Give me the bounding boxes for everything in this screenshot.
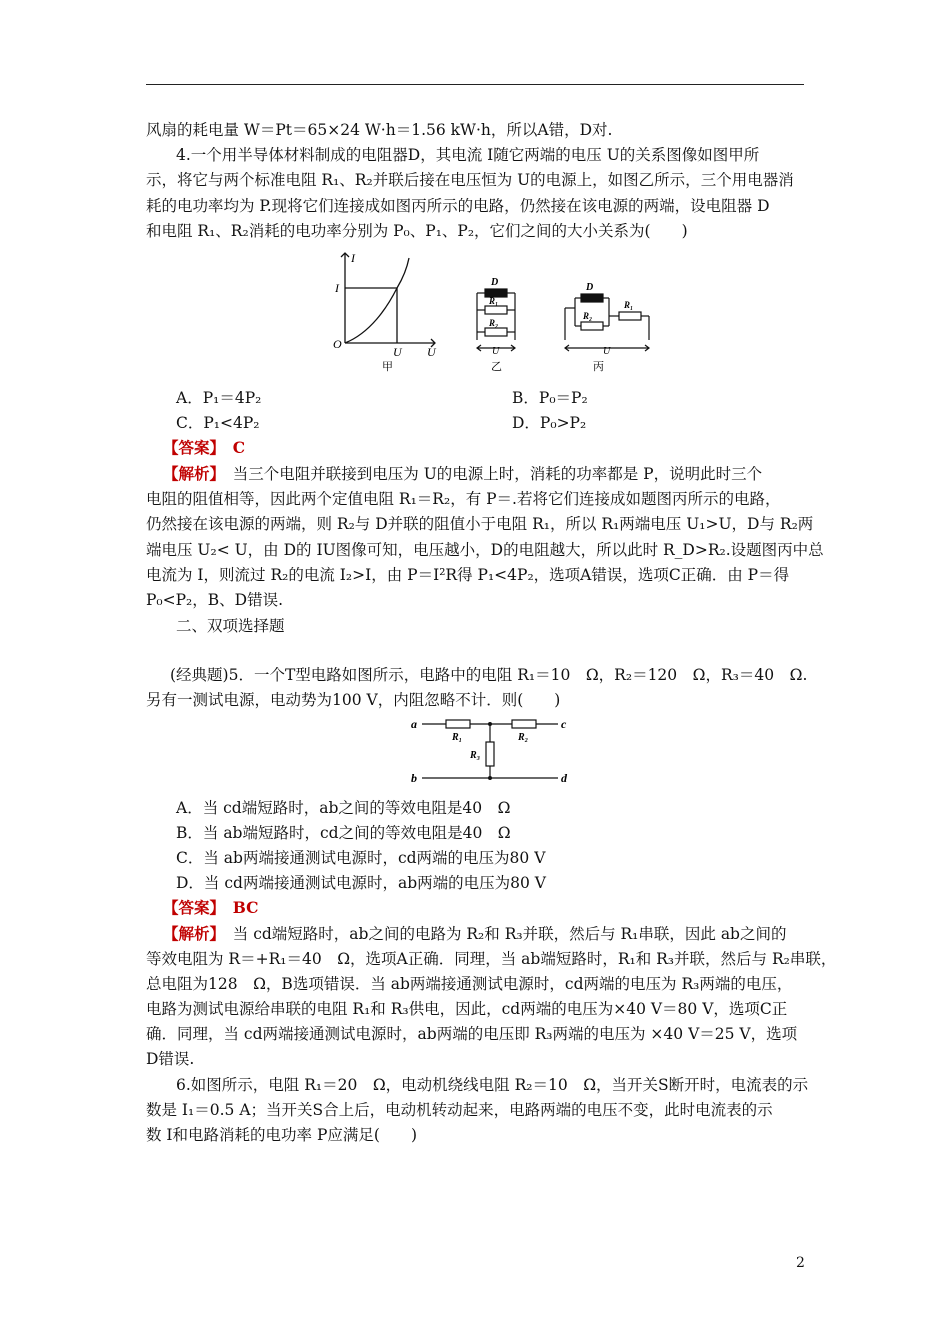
figure-q5 [408,714,578,790]
text-line: 电路为测试电源给串联的电阻 R₁和 R₃供电，因此，cd两端的电压为×40 V＝80 V，选项C正 [146,1000,788,1018]
terminal-b: b [411,771,417,785]
answer-line [163,438,823,458]
option-d: D．P₀>P₂ [512,414,587,432]
yi-r1-label: R₁ [489,296,499,306]
analysis-line: 【解析】 当三个电阻并联接到电压为 U的电源上时，消耗的功率都是 P，说明此时三个 [163,464,763,483]
question-6-text: 6.如图所示，电阻 R₁＝20 Ω，电动机绕线电阻 R₂＝10 Ω，当开关S断开时，电流表的示 [176,1076,809,1094]
text-line: 数 I和电路消耗的电功率 P应满足( ) [146,1126,418,1144]
text-line: 端电压 U₂< U，由 D的 IU图像可知，电压越小，D的电阻越大，所以此时 R_D>R₂.设题图丙中总 [146,541,824,559]
text-line: D错误. [146,1050,195,1068]
origin-label: O [333,337,342,351]
answer-line [163,898,823,918]
option-a: A．当 cd端短路时，ab之间的等效电阻是40 Ω [176,799,511,817]
option-c: C．P₁<4P₂ [176,414,260,432]
text-line: 风扇的耗电量 W＝Pt＝65×24 W·h＝1.56 kW·h，所以A错，D对. [146,121,613,139]
circuit-bing [565,294,649,351]
yi-d-label: D [491,277,499,288]
text-line: 另有一测试电源，电动势为100 V，内阻忽略不计．则( ) [146,691,561,709]
text-line: 和电阻 R₁、R₂消耗的电功率分别为 P₀、P₁、P₂，它们之间的大小关系为( ) [146,222,688,240]
section-heading: 二、双项选择题 [176,617,285,635]
iu-graph [341,253,435,347]
text-line: 仍然接在该电源的两端，则 R₂与 D并联的阻值小于电阻 R₁，所以 R₁两端电压 U₁>U，D与 R₂两 [146,515,814,533]
question-4-text: 4.一个用半导体材料制成的电阻器D，其电流 I随它两端的电压 U的关系图像如图甲所 [176,146,760,164]
bing-u-label: U [603,346,611,357]
option-d: D．当 cd两端接通测试电源时，ab两端的电压为80 V [176,874,546,892]
answer-tag: 【答案】 C [163,438,246,457]
bing-d-label: D [586,282,594,293]
text-line: 总电阻为128 Ω，B选项错误．当 ab两端接通测试电源时，cd两端的电压为 R₃两端的电压， [146,975,793,993]
analysis-line: 【解析】 当 cd端短路时，ab之间的电路为 R₂和 R₃并联，然后与 R₁串联，因此 ab之间的 [163,924,787,943]
option-c: C．当 ab两端接通测试电源时，cd两端的电压为80 V [176,849,546,867]
bing-r2-label: R₂ [583,311,593,321]
question-5-text: (经典题)5．一个T型电路如图所示，电路中的电阻 R₁＝10 Ω，R₂＝120 Ω，R₃＝40 Ω. [170,666,808,684]
axis-u-label: U [427,345,436,359]
text-line: 等效电阻为 R＝+R₁＝40 Ω，选项A正确．同理，当 ab端短路时，R₁和 R₃并联，然后与 R₂串联， [146,950,837,968]
option-b: B．当 ab端短路时，cd之间的等效电阻是40 Ω [176,824,511,842]
terminal-a: a [411,717,417,731]
analysis-tag: 【解析】 [163,924,218,943]
label-r3: R₃ [470,750,481,761]
text-line: 耗的电功率均为 P.现将它们连接成如图丙所示的电路，仍然接在该电源的两端，设电阻器 D [146,197,770,215]
terminal-d: d [561,771,567,785]
tick-i-label: I [335,281,339,295]
option-a: A．P₁＝4P₂ [176,389,262,407]
text-line: 示，将它与两个标准电阻 R₁、R₂并联后接在电压恒为 U的电源上，如图乙所示，三个用电器消 [146,171,794,189]
axis-i-label: I [351,251,355,265]
caption-jia: 甲 [382,361,393,373]
answer-tag: 【答案】 BC [163,898,259,917]
option-b: B．P₀＝P₂ [512,389,588,407]
tick-u-label: U [393,345,402,359]
text-line: 电阻的阻值相等，因此两个定值电阻 R₁＝R₂，有 P＝.若将它们连接成如题图丙所示的电路， [146,490,781,508]
terminal-c: c [561,717,567,731]
caption-yi: 乙 [491,361,502,373]
figure-q4 [325,248,665,378]
text-line: P₀<P₂，B、D错误. [146,591,284,609]
bing-r1-label: R₁ [624,300,634,310]
page-number: 2 [796,1255,805,1271]
text-line: 确．同理，当 cd两端接通测试电源时，ab两端的电压即 R₃两端的电压为 ×40 V＝25 V，选项 [146,1025,798,1043]
label-r2: R₂ [518,732,529,743]
text-line: 数是 I₁＝0.5 A；当开关S合上后，电动机转动起来，电路两端的电压不变，此时电流表的示 [146,1101,773,1119]
caption-bing: 丙 [593,361,604,373]
text-line: 电流为 I，则流过 R₂的电流 I₂>I，由 P＝I²R得 P₁<4P₂，选项A错误，选项C正确．由 P＝得 [146,566,790,584]
yi-r2-label: R₂ [489,318,499,328]
yi-u-label: U [492,346,500,357]
analysis-tag: 【解析】 [163,464,218,483]
label-r1: R₁ [452,732,463,743]
header-rule [146,84,804,85]
